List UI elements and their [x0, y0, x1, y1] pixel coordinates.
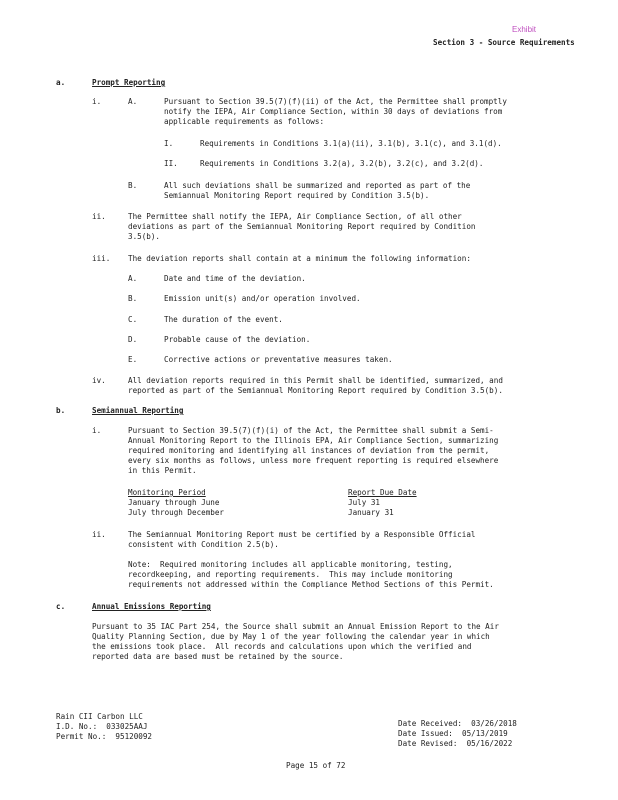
item-a-i-num: i. [92, 97, 102, 106]
footer-permit-no: Permit No.: 95120092 [56, 732, 153, 741]
item-a-i-A-line: notify the IEPA, Air Compliance Section, within 30 days of deviations from [164, 107, 503, 116]
section-c-line: Pursuant to 35 IAC Part 254, the Source shall submit an Annual Emission Report to the Air [92, 622, 499, 631]
item-a-iv-line: reported as part of the Semiannual Monitoring Report required by Condition 3.5(b). [128, 386, 503, 395]
item-a-i-A-II-num: II. [164, 159, 178, 168]
section-c-title: Annual Emissions Reporting [92, 602, 211, 611]
footer-date-revised: Date Revised: 05/16/2022 [398, 739, 513, 748]
deviation-info-text: Probable cause of the deviation. [164, 335, 311, 344]
footer-company: Rain CII Carbon LLC [56, 712, 143, 721]
footer-date-issued: Date Issued: 05/13/2019 [398, 729, 508, 738]
deviation-info-num: B. [128, 294, 138, 303]
note-line: Note: Required monitoring includes all applicable monitoring, testing, [128, 560, 453, 569]
section-c-line: reported data are based must be retained by the source. [92, 652, 344, 661]
deviation-info-num: A. [128, 274, 138, 283]
item-a-i-A-line: applicable requirements as follows: [164, 117, 325, 126]
deviation-info-text: The duration of the event. [164, 315, 283, 324]
note-line: recordkeeping, and reporting requirements. This may include monitoring [128, 570, 453, 579]
item-a-iv-num: iv. [92, 376, 106, 385]
item-a-i-B-num: B. [128, 181, 138, 190]
footer-date-received: Date Received: 03/26/2018 [398, 719, 517, 728]
item-a-i-A-num: A. [128, 97, 138, 106]
deviation-info-text: Emission unit(s) and/or operation involved. [164, 294, 361, 303]
table-cell: July through December [128, 508, 225, 517]
section-a-title: Prompt Reporting [92, 78, 166, 87]
table-header-report-due-date: Report Due Date [348, 488, 417, 497]
section-c-line: Quality Planning Section, due by May 1 of the year following the calendar year in which [92, 632, 490, 641]
item-a-i-B-line: All such deviations shall be summarized and reported as part of the [164, 181, 471, 190]
item-a-i-A-I-text: Requirements in Conditions 3.1(a)(ii), 3.1(b), 3.1(c), and 3.1(d). [200, 139, 502, 148]
item-a-i-A-II-text: Requirements in Conditions 3.2(a), 3.2(b), 3.2(c), and 3.2(d). [200, 159, 484, 168]
section-b-letter: b. [56, 406, 66, 415]
deviation-info-text: Date and time of the deviation. [164, 274, 306, 283]
item-b-i-line: Annual Monitoring Report to the Illinois EPA, Air Compliance Section, summarizing [128, 436, 499, 445]
item-b-i-line: required monitoring and identifying all instances of deviation from the permit, [128, 446, 490, 455]
item-a-i-A-I-num: I. [164, 139, 174, 148]
item-b-i-line: every six months as follows, unless more frequent reporting is required elsewhere [128, 456, 499, 465]
deviation-info-text: Corrective actions or preventative measures taken. [164, 355, 393, 364]
item-a-ii-line: The Permittee shall notify the IEPA, Air Compliance Section, of all other [128, 212, 462, 221]
item-b-ii-num: ii. [92, 530, 106, 539]
section-b-title: Semiannual Reporting [92, 406, 184, 415]
item-a-ii-line: 3.5(b). [128, 232, 161, 241]
page-number: Page 15 of 72 [286, 761, 346, 770]
footer-id-no: I.D. No.: 033025AAJ [56, 722, 148, 731]
exhibit-stamp: Exhibit [512, 25, 537, 34]
table-cell: January 31 [348, 508, 394, 517]
item-b-i-line: in this Permit. [128, 466, 197, 475]
section-c-line: the emissions took place. All records and calculations upon which the verified and [92, 642, 472, 651]
section-header: Section 3 - Source Requirements [433, 38, 575, 47]
item-a-iv-line: All deviation reports required in this Permit shall be identified, summarized, and [128, 376, 503, 385]
section-a-letter: a. [56, 78, 66, 87]
table-header-monitoring-period: Monitoring Period [128, 488, 206, 497]
section-c-letter: c. [56, 602, 66, 611]
deviation-info-num: D. [128, 335, 138, 344]
item-b-ii-line: The Semiannual Monitoring Report must be certified by a Responsible Official [128, 530, 476, 539]
item-a-i-B-line: Semiannual Monitoring Report required by Condition 3.5(b). [164, 191, 430, 200]
item-a-iii-num: iii. [92, 254, 111, 263]
item-b-i-num: i. [92, 426, 102, 435]
item-b-i-line: Pursuant to Section 39.5(7)(f)(i) of the Act, the Permittee shall submit a Semi- [128, 426, 494, 435]
item-a-ii-num: ii. [92, 212, 106, 221]
note-line: requirements not addressed within the Compliance Method Sections of this Permit. [128, 580, 494, 589]
item-a-ii-line: deviations as part of the Semiannual Monitoring Report required by Condition [128, 222, 476, 231]
deviation-info-num: E. [128, 355, 138, 364]
item-a-iii-intro: The deviation reports shall contain at a minimum the following information: [128, 254, 471, 263]
table-cell: January through June [128, 498, 220, 507]
item-a-i-A-line: Pursuant to Section 39.5(7)(f)(ii) of the Act, the Permittee shall promptly [164, 97, 507, 106]
item-b-ii-line: consistent with Condition 2.5(b). [128, 540, 279, 549]
deviation-info-num: C. [128, 315, 138, 324]
table-cell: July 31 [348, 498, 381, 507]
